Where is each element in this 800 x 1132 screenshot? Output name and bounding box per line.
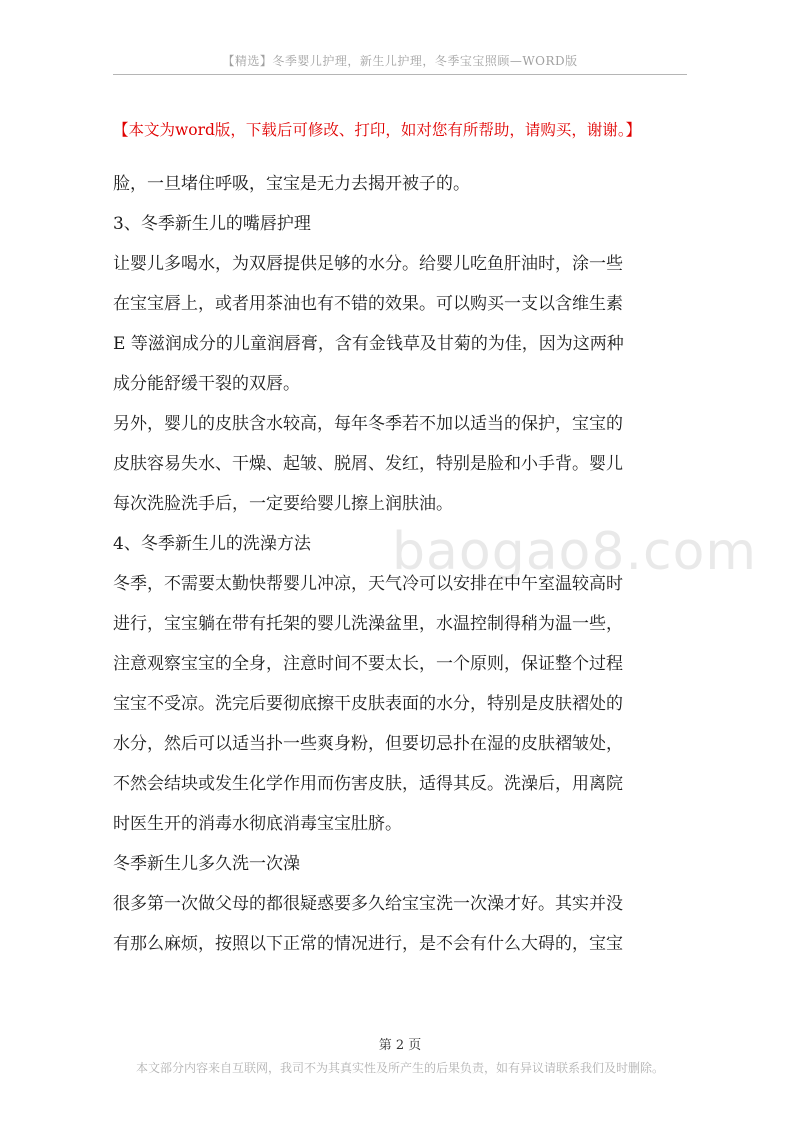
text-line: 冬季，不需要太勤快帮婴儿冲凉，天气冷可以安排在中午室温较高时 — [113, 574, 623, 594]
document-body — [113, 164, 687, 964]
text-line: 成分能舒缓干裂的双唇。 — [113, 374, 300, 394]
text-line: 很多第一次做父母的都很疑惑要多久给宝宝洗一次澡才好。其实并没 — [113, 894, 623, 914]
text-line: 在宝宝唇上，或者用茶油也有不错的效果。可以购买一支以含维生素 — [113, 294, 623, 314]
text-line: 注意观察宝宝的全身，注意时间不要太长，一个原则，保证整个过程 — [113, 654, 623, 674]
red-notice: 【本文为word版，下载后可修改、打印，如对您有所帮助，请购买，谢谢。】 — [113, 121, 642, 139]
header-divider — [113, 74, 687, 75]
page-footer-disclaimer: 本文部分内容来自互联网，我司不为其真实性及所产生的后果负责，如有异议请联系我们及时删除。 — [135, 1061, 664, 1075]
text-line: 另外，婴儿的皮肤含水较高，每年冬季若不加以适当的保护，宝宝的 — [113, 414, 623, 434]
section-heading: 冬季新生儿多久洗一次澡 — [113, 854, 300, 874]
text-line: 每次洗脸洗手后，一定要给婴儿擦上润肤油。 — [113, 494, 453, 514]
text-line: 让婴儿多喝水，为双唇提供足够的水分。给婴儿吃鱼肝油时，涂一些 — [113, 254, 623, 274]
section-heading: 4、冬季新生儿的洗澡方法 — [113, 534, 311, 554]
text-line: E 等滋润成分的儿童润唇膏，含有金钱草及甘菊的为佳，因为这两种 — [113, 334, 624, 354]
text-line: 时医生开的消毒水彻底消毒宝宝肚脐。 — [113, 814, 402, 834]
page-header-title: 【精选】冬季婴儿护理，新生儿护理，冬季宝宝照顾—WORD版 — [222, 54, 578, 68]
text-line: 进行，宝宝躺在带有托架的婴儿洗澡盆里，水温控制得稍为温一些， — [113, 614, 623, 634]
watermark-text: baogao8.com — [392, 522, 758, 582]
text-line: 有那么麻烦，按照以下正常的情况进行，是不会有什么大碍的，宝宝 — [113, 934, 623, 954]
section-heading: 3、冬季新生儿的嘴唇护理 — [113, 214, 311, 234]
text-line: 水分，然后可以适当扑一些爽身粉，但要切忌扑在湿的皮肤褶皱处， — [113, 734, 623, 754]
text-line: 皮肤容易失水、干燥、起皱、脱屑、发红，特别是脸和小手背。婴儿 — [113, 454, 623, 474]
page-number: 第 2 页 — [378, 1038, 422, 1053]
text-line: 宝宝不受凉。洗完后要彻底擦干皮肤表面的水分，特别是皮肤褶处的 — [113, 694, 623, 714]
text-line: 脸，一旦堵住呼吸，宝宝是无力去揭开被子的。 — [113, 174, 470, 194]
text-line: 不然会结块或发生化学作用而伤害皮肤，适得其反。洗澡后，用离院 — [113, 774, 623, 794]
